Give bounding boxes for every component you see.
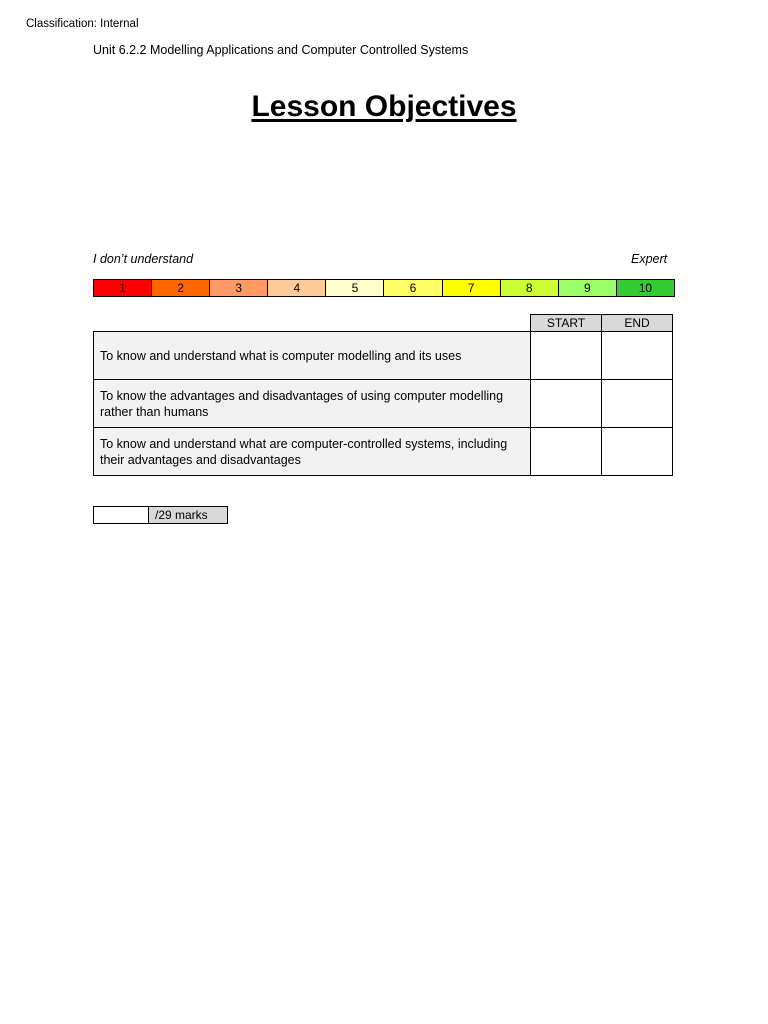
marks-total-label: /29 marks — [149, 507, 227, 523]
scale-cell-4[interactable]: 4 — [268, 280, 326, 296]
scale-cell-10[interactable]: 10 — [617, 280, 674, 296]
scale-cell-7[interactable]: 7 — [443, 280, 501, 296]
table-row — [94, 428, 673, 476]
understanding-scale — [93, 279, 675, 297]
marks-box — [93, 506, 228, 524]
table-row — [94, 380, 673, 428]
scale-right-label: Expert — [631, 252, 668, 266]
start-rating-box[interactable] — [531, 428, 602, 476]
end-rating-box[interactable] — [602, 380, 673, 428]
start-header: START — [531, 315, 602, 332]
scale-cell-2[interactable]: 2 — [152, 280, 210, 296]
unit-heading: Unit 6.2.2 Modelling Applications and Computer Controlled Systems — [93, 43, 469, 57]
start-rating-box[interactable] — [531, 332, 602, 380]
objective-text: To know and understand what is computer modelling and its uses — [94, 332, 531, 380]
scale-cell-5[interactable]: 5 — [326, 280, 384, 296]
objective-text: To know and understand what are computer-controlled systems, including their advantages and disadvantages — [94, 428, 531, 476]
end-rating-box[interactable] — [602, 332, 673, 380]
objective-text: To know the advantages and disadvantages of using computer modelling rather than humans — [94, 380, 531, 428]
header-spacer — [94, 315, 531, 332]
scale-cell-9[interactable]: 9 — [559, 280, 617, 296]
end-rating-box[interactable] — [602, 428, 673, 476]
classification-label: Classification: Internal — [26, 18, 139, 30]
objectives-table — [93, 314, 673, 476]
page-title: Lesson Objectives — [251, 90, 517, 123]
scale-cell-8[interactable]: 8 — [501, 280, 559, 296]
scale-cell-6[interactable]: 6 — [384, 280, 442, 296]
scale-left-label: I don’t understand — [93, 252, 194, 266]
start-rating-box[interactable] — [531, 380, 602, 428]
scale-cell-3[interactable]: 3 — [210, 280, 268, 296]
marks-input-box[interactable] — [94, 507, 149, 523]
end-header: END — [602, 315, 673, 332]
scale-cell-1[interactable]: 1 — [94, 280, 152, 296]
table-row — [94, 332, 673, 380]
